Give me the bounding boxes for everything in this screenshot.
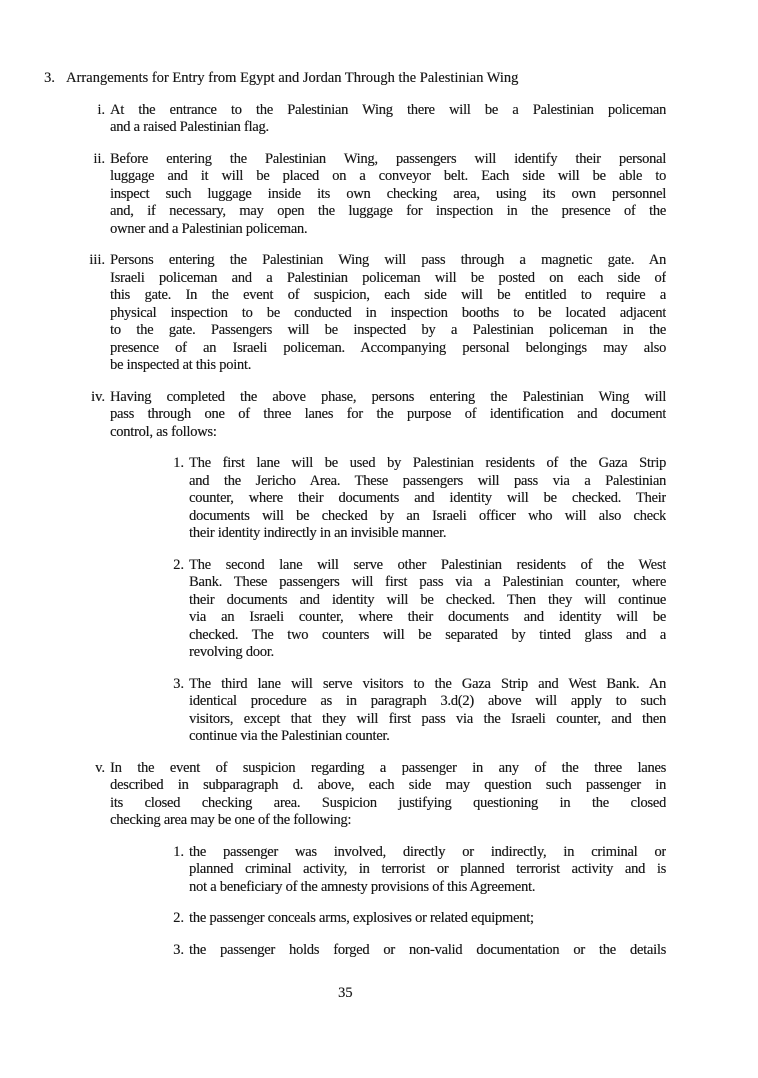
- text-line: pass through one of three lanes for the purpose of identification and document: [110, 406, 666, 422]
- text-line: and a raised Palestinian flag.: [110, 119, 269, 135]
- text-line: the passenger conceals arms, explosives or related equipment;: [189, 910, 534, 926]
- text-line: planned criminal activity, in terrorist or planned terrorist activity and is: [189, 861, 666, 877]
- text-line: counter, where their documents and identity will be checked. Their: [189, 490, 666, 506]
- list-marker: 3.: [173, 941, 184, 958]
- text-line: and the Jericho Area. These passengers will pass via a Palestinian: [189, 472, 666, 489]
- text-line: Before entering the Palestinian Wing, passengers will identify their personal: [110, 150, 666, 167]
- list-item: [95, 759, 666, 830]
- list-marker: 2.: [173, 556, 184, 573]
- text-line: not a beneficiary of the amnesty provisions of this Agreement.: [189, 878, 536, 895]
- list-item: [97, 101, 666, 137]
- section-heading: [44, 70, 758, 88]
- list-marker: 2.: [173, 910, 184, 926]
- text-line: its closed checking area. Suspicion justifying questioning in the closed: [110, 794, 666, 811]
- list-marker: 1.: [173, 455, 184, 471]
- text-line: At the entrance to the Palestinian Wing there will be a Palestinian policeman: [110, 101, 666, 118]
- page-number: 35: [338, 985, 353, 1001]
- text-line: The second lane will serve other Palestinian residents of the West: [189, 556, 666, 573]
- text-line: revolving door.: [189, 644, 274, 660]
- text-line: owner and a Palestinian policeman.: [110, 220, 308, 237]
- list-marker: iii.: [89, 252, 105, 268]
- text-line: the passenger was involved, directly or indirectly, in criminal or: [189, 843, 666, 860]
- text-line: the passenger holds forged or non-valid documentation or the details: [189, 941, 666, 958]
- text-line: inspect such luggage inside its own checking area, using its own personnel: [110, 185, 666, 202]
- text-line: Persons entering the Palestinian Wing will pass through a magnetic gate. An: [110, 252, 666, 268]
- section-number: 3.: [44, 70, 55, 86]
- text-line: identical procedure as in paragraph 3.d(2) above will apply to such: [189, 693, 666, 709]
- text-line: their documents and identity will be checked. Then they will continue: [189, 591, 666, 608]
- list-item: [89, 252, 666, 375]
- text-line: to the gate. Passengers will be inspected by a Palestinian policeman in the: [110, 322, 666, 338]
- list-marker: 3.: [173, 675, 184, 692]
- text-line: control, as follows:: [110, 423, 217, 440]
- section-title: Arrangements for Entry from Egypt and Jordan Through the Palestinian Wing: [66, 70, 519, 86]
- list-item: [93, 150, 666, 239]
- text-line: documents will be checked by an Israeli officer who will also check: [189, 507, 666, 524]
- list-marker: iv.: [91, 388, 105, 405]
- text-line: Israeli policeman and a Palestinian policeman will be posted on each side of: [110, 269, 666, 286]
- text-line: luggage and it will be placed on a conveyor belt. Each side will be able to: [110, 168, 666, 184]
- text-line: physical inspection to be conducted in inspection booths to be located adjacent: [110, 304, 666, 321]
- list-marker: i.: [97, 101, 105, 118]
- list-item: [91, 388, 666, 442]
- text-line: The first lane will be used by Palestinian residents of the Gaza Strip: [189, 455, 666, 471]
- text-line: via an Israeli counter, where their documents and identity will be: [189, 609, 666, 625]
- text-line: their identity indirectly in an invisible manner.: [189, 525, 447, 541]
- list-item: [173, 910, 666, 928]
- text-line: this gate. In the event of suspicion, each side will be entitled to require a: [110, 287, 666, 303]
- list-item: [173, 843, 666, 897]
- list-item: [173, 556, 666, 662]
- text-line: checking area may be one of the following:: [110, 812, 352, 828]
- text-line: described in subparagraph d. above, each side may question such passenger in: [110, 777, 666, 793]
- list-marker: 1.: [173, 843, 184, 860]
- text-line: continue via the Palestinian counter.: [189, 728, 390, 744]
- section-body: [0, 102, 758, 960]
- text-line: Bank. These passengers will first pass via a Palestinian counter, where: [189, 574, 666, 590]
- text-line: The third lane will serve visitors to the Gaza Strip and West Bank. An: [189, 675, 666, 692]
- text-line: presence of an Israeli policeman. Accompanying personal belongings may also: [110, 339, 666, 356]
- list-marker: ii.: [93, 150, 105, 167]
- text-line: In the event of suspicion regarding a passenger in any of the three lanes: [110, 759, 666, 776]
- text-line: visitors, except that they will first pass via the Israeli counter, and then: [189, 710, 666, 727]
- list-marker: v.: [95, 759, 105, 776]
- list-item: [173, 455, 666, 543]
- list-item: [173, 675, 666, 746]
- text-line: Having completed the above phase, persons entering the Palestinian Wing will: [110, 388, 666, 405]
- text-line: checked. The two counters will be separated by tinted glass and a: [189, 626, 666, 643]
- list-item: [173, 941, 666, 960]
- text-line: be inspected at this point.: [110, 357, 252, 373]
- text-line: and, if necessary, may open the luggage for inspection in the presence of the: [110, 203, 666, 219]
